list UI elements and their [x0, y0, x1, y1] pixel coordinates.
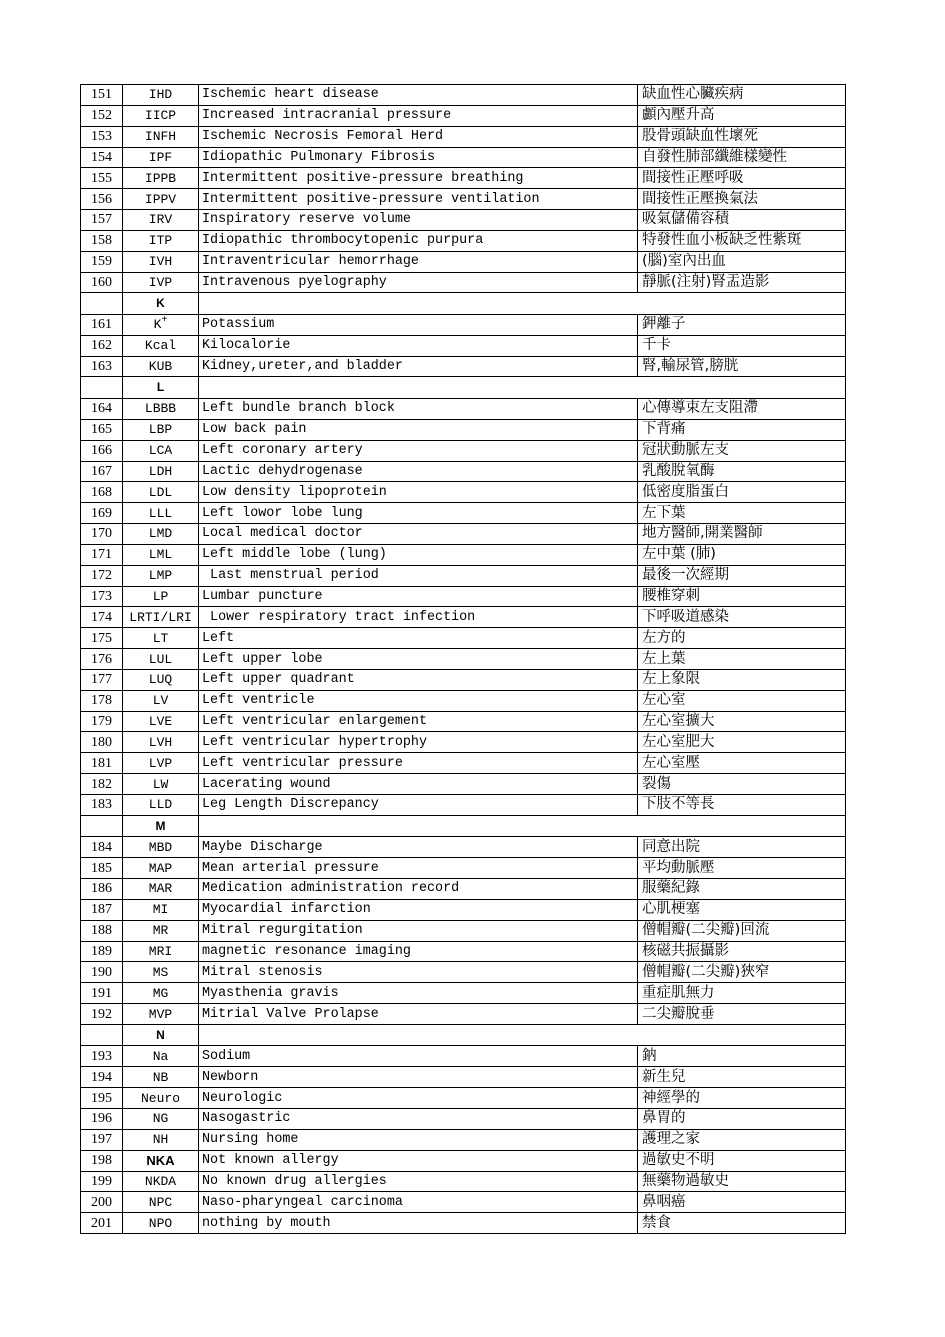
section-letter: L — [123, 377, 199, 399]
english-term: Not known allergy — [199, 1150, 638, 1171]
english-term: Low density lipoprotein — [199, 482, 638, 503]
abbreviation: IPPV — [123, 189, 199, 210]
abbreviation: IRV — [123, 210, 199, 231]
abbreviation — [123, 314, 199, 335]
english-term: Mitrial Valve Prolapse — [199, 1004, 638, 1025]
entry-number: 163 — [81, 356, 123, 377]
table-row — [81, 1192, 846, 1213]
chinese-term: 靜脈(注射)腎盂造影 — [638, 272, 846, 293]
table-row — [81, 920, 846, 941]
entry-number: 184 — [81, 837, 123, 858]
chinese-term: 平均動脈壓 — [638, 858, 846, 879]
english-term: Left lowor lobe lung — [199, 503, 638, 524]
abbreviation: IICP — [123, 105, 199, 126]
english-term: Maybe Discharge — [199, 837, 638, 858]
table-row — [81, 147, 846, 168]
chinese-term: 護理之家 — [638, 1129, 846, 1150]
entry-number: 201 — [81, 1213, 123, 1234]
english-term: Intravenous pyelography — [199, 272, 638, 293]
table-row — [81, 482, 846, 503]
section-number-cell — [81, 815, 123, 837]
chinese-term: 顱內壓升高 — [638, 105, 846, 126]
english-term: Left middle lobe (lung) — [199, 544, 638, 565]
english-term: Nursing home — [199, 1129, 638, 1150]
entry-number: 160 — [81, 272, 123, 293]
entry-number: 179 — [81, 711, 123, 732]
entry-number: 191 — [81, 983, 123, 1004]
entry-number: 168 — [81, 482, 123, 503]
table-row — [81, 1150, 846, 1171]
table-row — [81, 1046, 846, 1067]
entry-number: 181 — [81, 753, 123, 774]
table-row — [81, 398, 846, 419]
abbreviation: LP — [123, 586, 199, 607]
chinese-term: 間接性正壓呼吸 — [638, 168, 846, 189]
abbreviation: LRTI/LRI — [123, 607, 199, 628]
entry-number: 157 — [81, 210, 123, 231]
english-term: nothing by mouth — [199, 1213, 638, 1234]
section-letter: M — [123, 815, 199, 837]
entry-number: 195 — [81, 1088, 123, 1109]
entry-number: 165 — [81, 419, 123, 440]
abbreviation: Kcal — [123, 335, 199, 356]
abbreviation: LLL — [123, 503, 199, 524]
chinese-term: 無藥物過敏史 — [638, 1171, 846, 1192]
english-term: Left bundle branch block — [199, 398, 638, 419]
chinese-term: 左心室 — [638, 690, 846, 711]
table-row — [81, 962, 846, 983]
english-term: Lacerating wound — [199, 774, 638, 795]
abbreviation-table — [80, 84, 846, 1234]
table-row — [81, 85, 846, 106]
english-term: Left — [199, 628, 638, 649]
chinese-term: 裂傷 — [638, 774, 846, 795]
table-row — [81, 565, 846, 586]
english-term: Left coronary artery — [199, 440, 638, 461]
abbreviation-table-body — [81, 85, 846, 1234]
entry-number: 178 — [81, 690, 123, 711]
table-row — [81, 1088, 846, 1109]
chinese-term: 左方的 — [638, 628, 846, 649]
abbreviation: LBBB — [123, 398, 199, 419]
entry-number: 189 — [81, 941, 123, 962]
english-term: Intraventricular hemorrhage — [199, 251, 638, 272]
english-term: Left ventricular pressure — [199, 753, 638, 774]
entry-number: 175 — [81, 628, 123, 649]
chinese-term: 鼻胃的 — [638, 1108, 846, 1129]
section-blank-cell — [199, 815, 846, 837]
english-term: Increased intracranial pressure — [199, 105, 638, 126]
table-row — [81, 419, 846, 440]
entry-number: 170 — [81, 524, 123, 545]
table-row — [81, 774, 846, 795]
english-term: Left upper lobe — [199, 649, 638, 670]
chinese-term: 股骨頭缺血性壞死 — [638, 126, 846, 147]
table-row — [81, 858, 846, 879]
abbreviation: MS — [123, 962, 199, 983]
table-row — [81, 941, 846, 962]
table-row — [81, 732, 846, 753]
chinese-term: 過敏史不明 — [638, 1150, 846, 1171]
chinese-term: 核磁共振攝影 — [638, 941, 846, 962]
table-row — [81, 168, 846, 189]
chinese-term: 服藥紀錄 — [638, 879, 846, 900]
abbreviation: INFH — [123, 126, 199, 147]
chinese-term: 重症肌無力 — [638, 983, 846, 1004]
abbreviation: LT — [123, 628, 199, 649]
table-row — [81, 628, 846, 649]
chinese-term: 神經學的 — [638, 1088, 846, 1109]
table-row — [81, 524, 846, 545]
english-term: Intermittent positive-pressure breathing — [199, 168, 638, 189]
chinese-term: 自發性肺部纖維樣變性 — [638, 147, 846, 168]
chinese-term: 左中葉 (肺) — [638, 544, 846, 565]
abbreviation: LLD — [123, 795, 199, 816]
chinese-term: 左上葉 — [638, 649, 846, 670]
abbreviation: MAR — [123, 879, 199, 900]
table-row — [81, 356, 846, 377]
entry-number: 171 — [81, 544, 123, 565]
section-header-row — [81, 815, 846, 837]
entry-number: 199 — [81, 1171, 123, 1192]
section-number-cell — [81, 1024, 123, 1046]
abbreviation: LML — [123, 544, 199, 565]
abbreviation: MG — [123, 983, 199, 1004]
chinese-term: 左心室肥大 — [638, 732, 846, 753]
entry-number: 186 — [81, 879, 123, 900]
chinese-term: 左心室擴大 — [638, 711, 846, 732]
english-term: Left ventricular hypertrophy — [199, 732, 638, 753]
abbreviation: NKA — [123, 1150, 199, 1171]
chinese-term: 缺血性心臟疾病 — [638, 85, 846, 106]
entry-number: 155 — [81, 168, 123, 189]
entry-number: 198 — [81, 1150, 123, 1171]
entry-number: 162 — [81, 335, 123, 356]
entry-number: 152 — [81, 105, 123, 126]
entry-number: 190 — [81, 962, 123, 983]
entry-number: 196 — [81, 1108, 123, 1129]
english-term: Sodium — [199, 1046, 638, 1067]
abbreviation: LVE — [123, 711, 199, 732]
entry-number: 174 — [81, 607, 123, 628]
chinese-term: 下呼吸道感染 — [638, 607, 846, 628]
entry-number: 167 — [81, 461, 123, 482]
abbreviation: IPPB — [123, 168, 199, 189]
table-row — [81, 1004, 846, 1025]
table-row — [81, 251, 846, 272]
abbreviation: Na — [123, 1046, 199, 1067]
section-number-cell — [81, 377, 123, 399]
table-row — [81, 272, 846, 293]
entry-number: 192 — [81, 1004, 123, 1025]
english-term: Left ventricle — [199, 690, 638, 711]
table-row — [81, 669, 846, 690]
table-row — [81, 899, 846, 920]
abbreviation: MVP — [123, 1004, 199, 1025]
table-row — [81, 210, 846, 231]
chinese-term: 心傳導束左支阻滯 — [638, 398, 846, 419]
chinese-term: 下背痛 — [638, 419, 846, 440]
entry-number: 173 — [81, 586, 123, 607]
abbreviation: LW — [123, 774, 199, 795]
abbreviation: IVP — [123, 272, 199, 293]
section-header-row — [81, 1024, 846, 1046]
entry-number: 197 — [81, 1129, 123, 1150]
entry-number: 188 — [81, 920, 123, 941]
english-term: Left ventricular enlargement — [199, 711, 638, 732]
entry-number: 193 — [81, 1046, 123, 1067]
abbreviation-base: K — [153, 317, 162, 333]
abbreviation: NPO — [123, 1213, 199, 1234]
table-row — [81, 461, 846, 482]
abbreviation: IHD — [123, 85, 199, 106]
english-term: Myocardial infarction — [199, 899, 638, 920]
table-row — [81, 503, 846, 524]
abbreviation: LVH — [123, 732, 199, 753]
abbreviation: ITP — [123, 230, 199, 251]
table-row — [81, 1129, 846, 1150]
abbreviation: LMP — [123, 565, 199, 586]
english-term: Lumbar puncture — [199, 586, 638, 607]
abbreviation: NPC — [123, 1192, 199, 1213]
chinese-term: 低密度脂蛋白 — [638, 482, 846, 503]
table-row — [81, 314, 846, 335]
chinese-term: (腦)室內出血 — [638, 251, 846, 272]
english-term: Ischemic Necrosis Femoral Herd — [199, 126, 638, 147]
chinese-term: 新生兒 — [638, 1067, 846, 1088]
section-number-cell — [81, 293, 123, 315]
entry-number: 166 — [81, 440, 123, 461]
table-row — [81, 335, 846, 356]
chinese-term: 下肢不等長 — [638, 795, 846, 816]
chinese-term: 腰椎穿刺 — [638, 586, 846, 607]
table-row — [81, 126, 846, 147]
abbreviation: Neuro — [123, 1088, 199, 1109]
abbreviation: MRI — [123, 941, 199, 962]
abbreviation: NKDA — [123, 1171, 199, 1192]
english-term: Ischemic heart disease — [199, 85, 638, 106]
section-letter: N — [123, 1024, 199, 1046]
chinese-term: 特發性血小板缺乏性紫斑 — [638, 230, 846, 251]
english-term: Idiopathic Pulmonary Fibrosis — [199, 147, 638, 168]
section-blank-cell — [199, 293, 846, 315]
abbreviation: LBP — [123, 419, 199, 440]
entry-number: 187 — [81, 899, 123, 920]
entry-number: 200 — [81, 1192, 123, 1213]
abbreviation: NH — [123, 1129, 199, 1150]
chinese-term: 乳酸脫氧酶 — [638, 461, 846, 482]
entry-number: 164 — [81, 398, 123, 419]
english-term: Neurologic — [199, 1088, 638, 1109]
chinese-term: 鈉 — [638, 1046, 846, 1067]
table-row — [81, 1213, 846, 1234]
english-term: Inspiratory reserve volume — [199, 210, 638, 231]
section-letter: K — [123, 293, 199, 315]
chinese-term: 間接性正壓換氣法 — [638, 189, 846, 210]
english-term: Left upper quadrant — [199, 669, 638, 690]
table-row — [81, 189, 846, 210]
english-term: magnetic resonance imaging — [199, 941, 638, 962]
english-term: Low back pain — [199, 419, 638, 440]
chinese-term: 千卡 — [638, 335, 846, 356]
english-term: Lower respiratory tract infection — [199, 607, 638, 628]
abbreviation: NG — [123, 1108, 199, 1129]
abbreviation: MI — [123, 899, 199, 920]
english-term: Medication administration record — [199, 879, 638, 900]
entry-number: 182 — [81, 774, 123, 795]
section-header-row — [81, 377, 846, 399]
entry-number: 180 — [81, 732, 123, 753]
entry-number: 169 — [81, 503, 123, 524]
english-term: Last menstrual period — [199, 565, 638, 586]
entry-number: 159 — [81, 251, 123, 272]
table-row — [81, 1108, 846, 1129]
entry-number: 183 — [81, 795, 123, 816]
english-term: Naso-pharyngeal carcinoma — [199, 1192, 638, 1213]
abbreviation: LVP — [123, 753, 199, 774]
chinese-term: 同意出院 — [638, 837, 846, 858]
chinese-term: 吸氣儲備容積 — [638, 210, 846, 231]
entry-number: 158 — [81, 230, 123, 251]
english-term: Kidney,ureter,and bladder — [199, 356, 638, 377]
table-row — [81, 690, 846, 711]
abbreviation: LUL — [123, 649, 199, 670]
english-term: Myasthenia gravis — [199, 983, 638, 1004]
english-term: Nasogastric — [199, 1108, 638, 1129]
abbreviation: MR — [123, 920, 199, 941]
table-row — [81, 795, 846, 816]
entry-number: 161 — [81, 314, 123, 335]
table-row — [81, 586, 846, 607]
table-row — [81, 711, 846, 732]
section-blank-cell — [199, 377, 846, 399]
table-row — [81, 440, 846, 461]
abbreviation-superscript: + — [161, 315, 168, 327]
table-row — [81, 1171, 846, 1192]
table-row — [81, 649, 846, 670]
english-term: Intermittent positive-pressure ventilation — [199, 189, 638, 210]
entry-number: 194 — [81, 1067, 123, 1088]
english-term: Local medical doctor — [199, 524, 638, 545]
chinese-term: 腎,輸尿管,膀胱 — [638, 356, 846, 377]
table-row — [81, 105, 846, 126]
entry-number: 154 — [81, 147, 123, 168]
table-row — [81, 544, 846, 565]
entry-number: 176 — [81, 649, 123, 670]
chinese-term: 僧帽瓣(二尖瓣)狹窄 — [638, 962, 846, 983]
abbreviation: LUQ — [123, 669, 199, 690]
english-term: Idiopathic thrombocytopenic purpura — [199, 230, 638, 251]
chinese-term: 鉀離子 — [638, 314, 846, 335]
english-term: Mean arterial pressure — [199, 858, 638, 879]
english-term: No known drug allergies — [199, 1171, 638, 1192]
table-row — [81, 983, 846, 1004]
abbreviation: KUB — [123, 356, 199, 377]
abbreviation: MAP — [123, 858, 199, 879]
chinese-term: 左下葉 — [638, 503, 846, 524]
entry-number: 156 — [81, 189, 123, 210]
abbreviation: MBD — [123, 837, 199, 858]
english-term: Mitral regurgitation — [199, 920, 638, 941]
table-row — [81, 837, 846, 858]
english-term: Kilocalorie — [199, 335, 638, 356]
english-term: Potassium — [199, 314, 638, 335]
chinese-term: 禁食 — [638, 1213, 846, 1234]
chinese-term: 最後一次經期 — [638, 565, 846, 586]
table-row — [81, 879, 846, 900]
table-row — [81, 607, 846, 628]
abbreviation: LDL — [123, 482, 199, 503]
chinese-term: 冠狀動脈左支 — [638, 440, 846, 461]
entry-number: 151 — [81, 85, 123, 106]
chinese-term: 鼻咽癌 — [638, 1192, 846, 1213]
english-term: Leg Length Discrepancy — [199, 795, 638, 816]
chinese-term: 僧帽瓣(二尖瓣)回流 — [638, 920, 846, 941]
entry-number: 172 — [81, 565, 123, 586]
table-row — [81, 753, 846, 774]
english-term: Newborn — [199, 1067, 638, 1088]
chinese-term: 二尖瓣脫垂 — [638, 1004, 846, 1025]
abbreviation: LV — [123, 690, 199, 711]
entry-number: 177 — [81, 669, 123, 690]
section-blank-cell — [199, 1024, 846, 1046]
chinese-term: 心肌梗塞 — [638, 899, 846, 920]
entry-number: 185 — [81, 858, 123, 879]
abbreviation: IPF — [123, 147, 199, 168]
table-row — [81, 1067, 846, 1088]
abbreviation: LCA — [123, 440, 199, 461]
table-row — [81, 230, 846, 251]
abbreviation: LDH — [123, 461, 199, 482]
section-header-row — [81, 293, 846, 315]
entry-number: 153 — [81, 126, 123, 147]
abbreviation: NB — [123, 1067, 199, 1088]
english-term: Lactic dehydrogenase — [199, 461, 638, 482]
abbreviation: IVH — [123, 251, 199, 272]
abbreviation: LMD — [123, 524, 199, 545]
chinese-term: 左上象限 — [638, 669, 846, 690]
chinese-term: 地方醫師,開業醫師 — [638, 524, 846, 545]
english-term: Mitral stenosis — [199, 962, 638, 983]
chinese-term: 左心室壓 — [638, 753, 846, 774]
